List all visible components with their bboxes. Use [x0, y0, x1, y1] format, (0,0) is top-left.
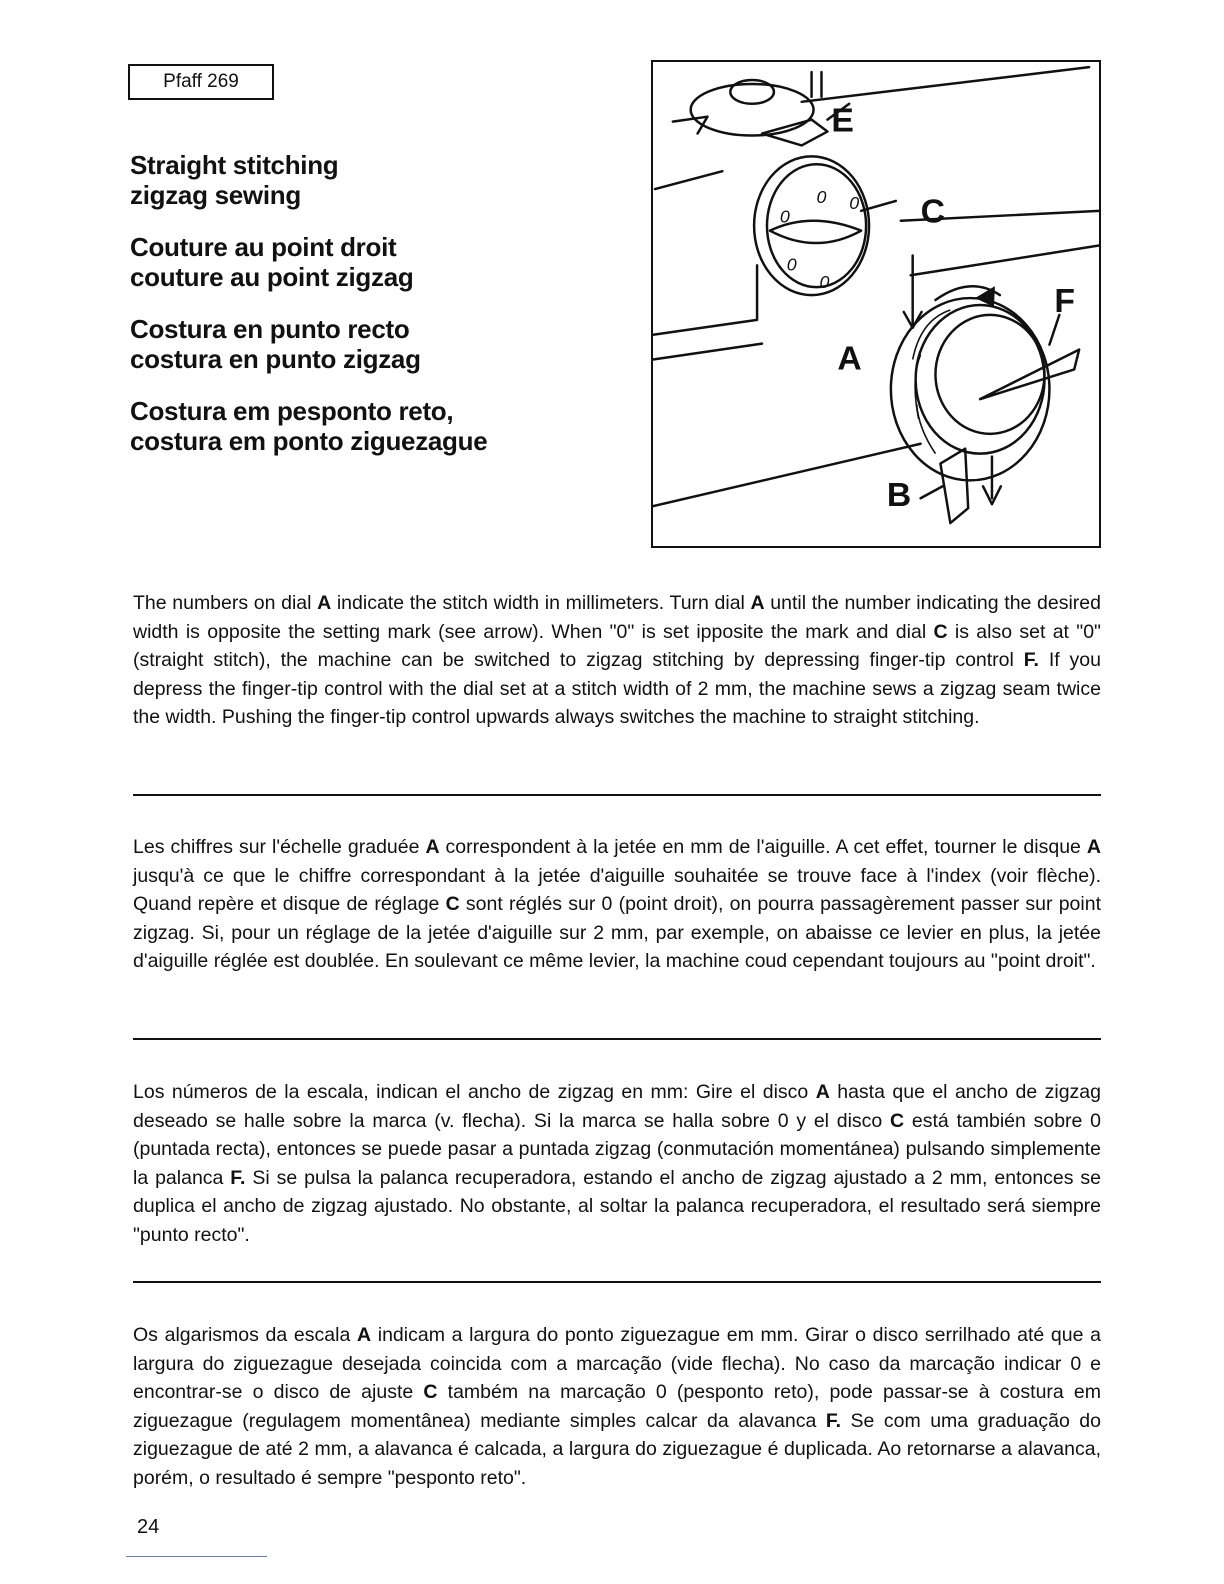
machine-top-edge	[802, 67, 1089, 102]
machine-rear-line	[911, 246, 1099, 276]
text-run: Los números de la escala, indican el ancho de zigzag en mm: Gire el disco	[133, 1081, 816, 1103]
heading-line: Straight stitching	[130, 150, 339, 180]
text-run: correspondent à la jetée en mm de l'aiguille. A cet effet, tourner le disque	[439, 836, 1087, 858]
text-run: jusqu'à ce que le chiffre correspondant à la jetée d'aiguille souhaitée se trouve face à l'index (voir flèche). Quand repère et disque de réglage	[133, 864, 1101, 916]
text-run: Se com uma graduação do ziguezague de até 2 mm, a alavanca é calcada, a largura do ziguezague é duplicada. Ao retornarse a alavanca, porém, o resultado é sempre "pesponto reto".	[133, 1409, 1101, 1489]
figure-labels	[831, 103, 1075, 515]
machine-base-line	[653, 344, 762, 360]
model-label: Pfaff 269	[163, 71, 239, 92]
heading-line: couture au point zigzag	[130, 262, 414, 292]
heading-line: Couture au point droit	[130, 232, 397, 262]
bold-reference: C	[423, 1381, 438, 1404]
machine-front-edge	[653, 265, 757, 334]
leader-b	[921, 486, 943, 498]
dial-number: 0	[849, 192, 860, 213]
lever-e	[762, 120, 827, 146]
label-a: A	[837, 340, 862, 378]
section-headings	[130, 150, 610, 478]
separator-rule	[133, 794, 1101, 796]
heading-line: Costura en punto recto	[130, 314, 410, 344]
illustration-svg	[653, 62, 1099, 546]
text-run: Os algarismos da escala	[133, 1324, 357, 1346]
heading-line: zigzag sewing	[130, 180, 301, 210]
top-cover	[691, 84, 814, 136]
model-label-box	[128, 64, 274, 100]
text-run: hasta que el ancho de zigzag deseado se halle sobre la marca (v. flecha). Si la marca se halla sobre 0 y el disco	[133, 1081, 1101, 1132]
bold-reference: F.	[1023, 649, 1039, 672]
text-run: indicate the stitch width in millimeters. Turn dial	[331, 592, 751, 614]
bold-reference: A	[815, 1081, 830, 1103]
label-c: C	[920, 193, 945, 231]
heading-english	[130, 150, 610, 210]
bold-reference: A	[1086, 836, 1101, 858]
paragraph-portuguese	[133, 1321, 1101, 1493]
bold-reference: C	[933, 620, 948, 643]
text-run: também na marcação 0 (pesponto reto), pode passar-se à costura em ziguezague (regulagem momentânea) mediante simples calcar da alavanca	[133, 1381, 1101, 1432]
text-run: is also set at "0" (straight stitch), the machine can be switched to zigzag stitching by depressing finger-tip control	[133, 620, 1101, 672]
machine-lower-line	[653, 444, 921, 506]
sewing-machine-illustration	[651, 60, 1101, 548]
bold-reference: A	[425, 836, 440, 858]
lever-b	[940, 449, 968, 523]
text-run: until the number indicating the desired width is opposite the setting mark (see arrow). When "0" is set ipposite the mark and dial	[133, 592, 1101, 643]
bold-reference: A	[750, 592, 765, 614]
label-b: B	[886, 477, 912, 515]
bold-reference: C	[890, 1109, 905, 1132]
heading-line: costura en punto zigzag	[130, 344, 421, 374]
bold-reference: F.	[230, 1166, 246, 1189]
guide-piece	[673, 117, 708, 134]
bold-reference: A	[317, 592, 332, 614]
heading-spanish	[130, 314, 610, 374]
lever-f	[980, 350, 1079, 400]
bold-reference: C	[445, 893, 460, 916]
dial-number: 0	[816, 186, 827, 207]
separator-rule	[133, 1281, 1101, 1283]
paragraph-english	[133, 589, 1101, 732]
footer-line	[126, 1556, 267, 1557]
text-run: indicam a largura do ponto ziguezague em mm. Girar o disco serrilhado até que a largura do ziguezague desejada coincida com a marcação (vide flecha). No caso da marcação indicar 0 e encontrar-se o disco de ajuste	[133, 1324, 1101, 1404]
paragraph-spanish	[133, 1078, 1101, 1250]
thread-line	[655, 171, 722, 189]
text-run: If you depress the finger-tip control with the dial set at a stitch width of 2 mm, the machine sews a zigzag seam twice the width. Pushing the finger-tip control upwards always switches the machine to straight stitching.	[133, 649, 1101, 729]
dial-number: 0	[786, 254, 797, 275]
text-run: sont réglés sur 0 (point droit), on pourra passagèrement passer sur point zigzag. Si, pour un réglage de la jetée d'aiguille sur 2 mm, par exemple, on abaisse ce levier en plus, la jetée d'aiguille réglée est doublée. En soulevant ce même levier, la machine coud cependant toujours au "point droit".	[133, 893, 1101, 973]
label-f: F	[1054, 282, 1075, 320]
bold-reference: F.	[825, 1409, 841, 1432]
spindle	[812, 72, 822, 97]
heading-french	[130, 232, 610, 292]
heading-line: costura em ponto ziguezague	[130, 426, 488, 456]
dial-c	[754, 156, 869, 295]
dial-number: 0	[779, 206, 790, 227]
heading-line: Costura em pesponto reto,	[130, 396, 454, 426]
text-run: The numbers on dial	[133, 592, 318, 614]
text-run: está también sobre 0 (puntada recta), entonces se puede pasar a puntada zigzag (conmutación momentánea) pulsando simplemente la palanca	[133, 1109, 1101, 1189]
dial-number: 0	[819, 272, 830, 293]
label-e: E	[831, 102, 854, 140]
page-number: 24	[137, 1516, 160, 1538]
text-run: Si se pulsa la palanca recuperadora, estando el ancho de zigzag ajustado a 2 mm, entonces se duplica el ancho de zigzag ajustado. No obstante, al soltar la palanca recuperadora, el resultado será siempre "punto recto".	[133, 1166, 1102, 1246]
bold-reference: A	[356, 1324, 372, 1346]
heading-portuguese	[130, 396, 610, 456]
separator-rule	[133, 1038, 1101, 1040]
paragraph-french	[133, 833, 1101, 976]
text-run: Les chiffres sur l'échelle graduée	[133, 836, 426, 858]
